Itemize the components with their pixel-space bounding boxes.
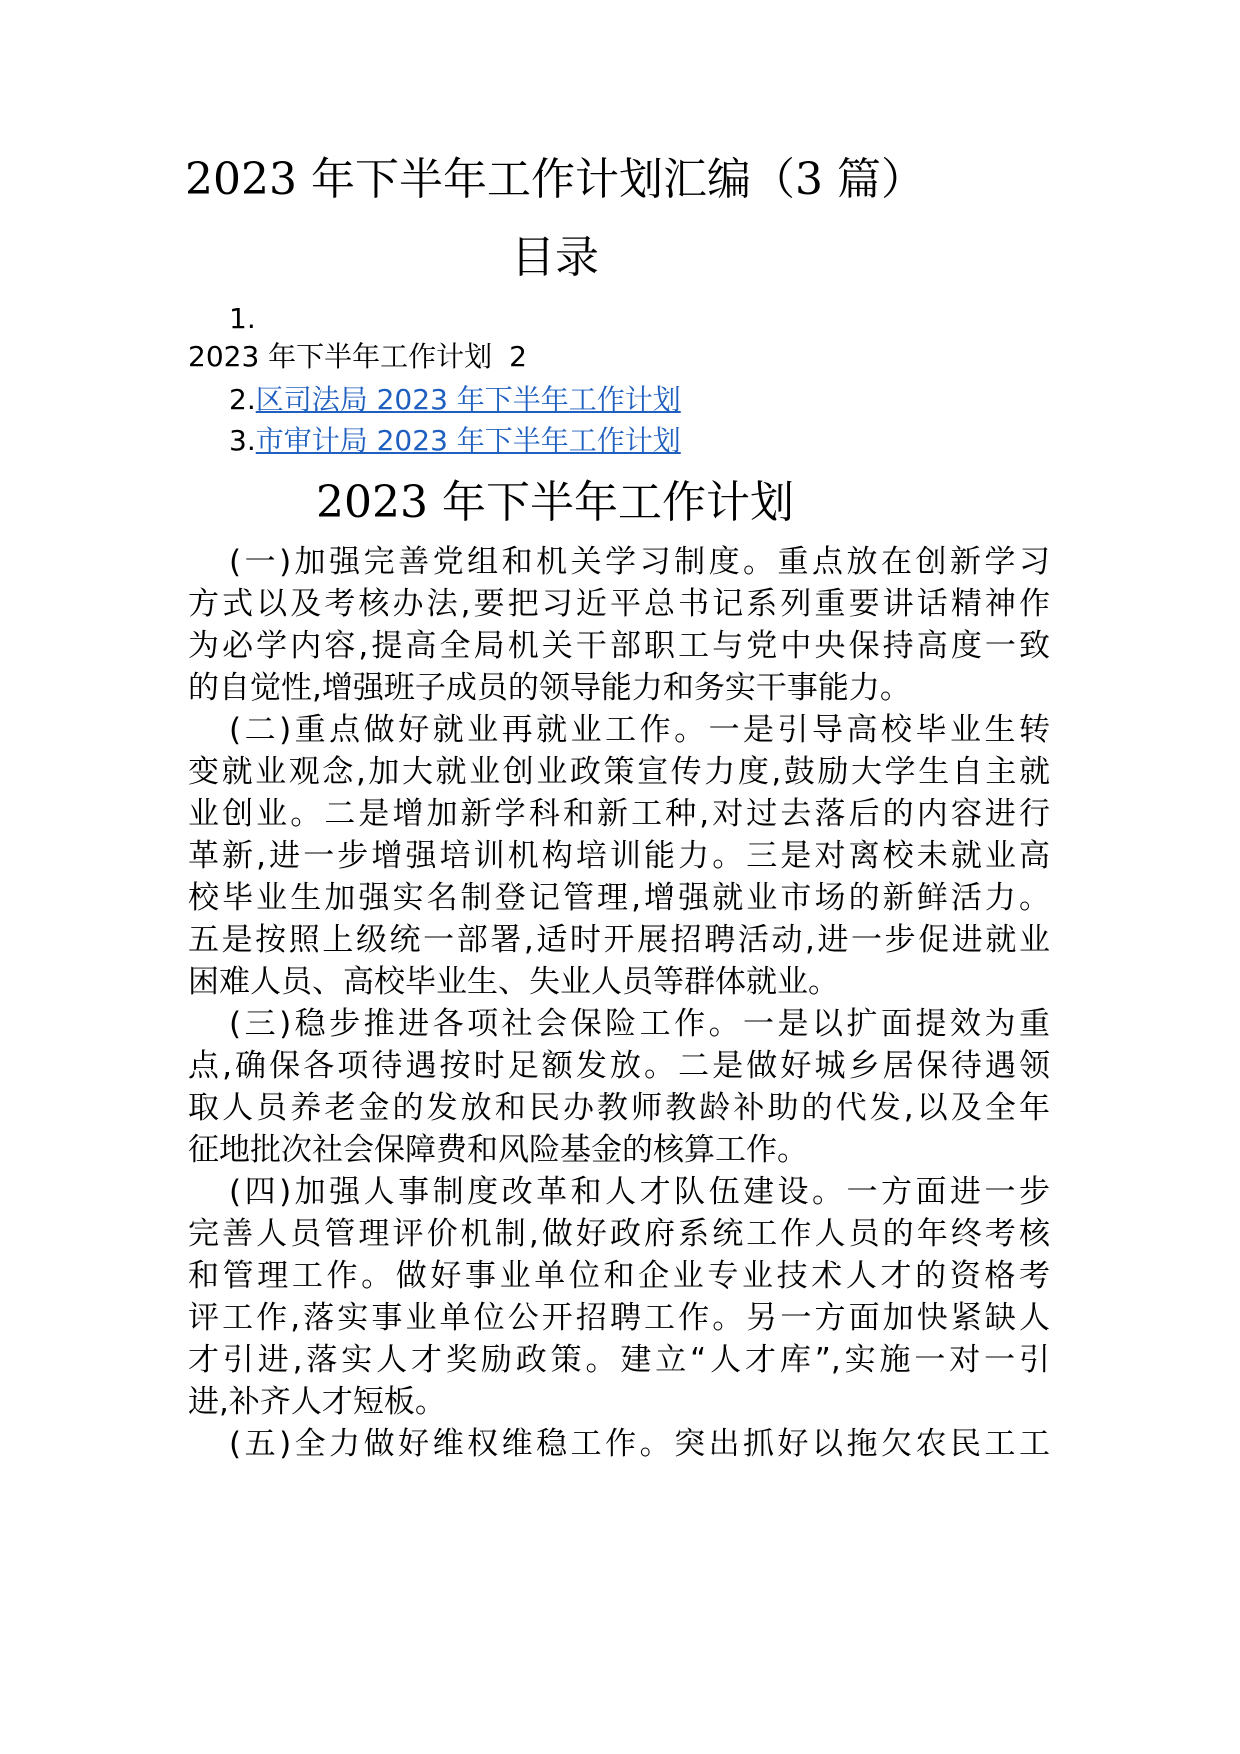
toc-item-2[interactable] bbox=[229, 382, 681, 418]
toc-item-2-number: 2. bbox=[229, 383, 256, 416]
paragraph-line: 方式以及考核办法,要把习近平总书记系列重要讲话精神作 bbox=[188, 586, 1050, 622]
paragraph-line: 点,确保各项待遇按时足额发放。二是做好城乡居保待遇领 bbox=[188, 1048, 1050, 1084]
paragraph-line: 征地批次社会保障费和风险基金的核算工作。 bbox=[188, 1132, 808, 1168]
toc-item-2-link[interactable]: 区司法局 2023 年下半年工作计划 bbox=[255, 383, 681, 416]
toc-item-3[interactable] bbox=[229, 423, 681, 459]
paragraph-line: 完善人员管理评价机制,做好政府系统工作人员的年终考核 bbox=[188, 1216, 1050, 1252]
section-heading: 2023 年下半年工作计划 bbox=[316, 477, 794, 528]
paragraph-line: (一)加强完善党组和机关学习制度。重点放在创新学习 bbox=[229, 544, 1050, 580]
paragraph-line: 五是按照上级统一部署,适时开展招聘活动,进一步促进就业 bbox=[188, 922, 1050, 958]
toc-item-1-page: 2 bbox=[509, 340, 527, 373]
paragraph-line: (三)稳步推进各项社会保险工作。一是以扩面提效为重 bbox=[229, 1006, 1050, 1042]
paragraph-line: 革新,进一步增强培训机构培训能力。三是对离校未就业高 bbox=[188, 838, 1050, 874]
paragraph-line: (二)重点做好就业再就业工作。一是引导高校毕业生转 bbox=[229, 712, 1050, 748]
paragraph-line: 才引进,落实人才奖励政策。建立“人才库”,实施一对一引 bbox=[188, 1342, 1050, 1378]
paragraph-line: 评工作,落实事业单位公开招聘工作。另一方面加快紧缺人 bbox=[188, 1300, 1050, 1336]
toc-item-3-link[interactable]: 市审计局 2023 年下半年工作计划 bbox=[255, 424, 681, 457]
toc-item-3-number: 3. bbox=[229, 424, 256, 457]
toc-item-1-title[interactable]: 2023 年下半年工作计划 bbox=[188, 340, 493, 373]
paragraph-line: (五)全力做好维权维稳工作。突出抓好以拖欠农民工工 bbox=[229, 1426, 1050, 1462]
toc-item-1-number: 1. bbox=[229, 302, 256, 335]
paragraph-line: 的自觉性,增强班子成员的领导能力和务实干事能力。 bbox=[188, 670, 911, 706]
paragraph-line: 业创业。二是增加新学科和新工种,对过去落后的内容进行 bbox=[188, 796, 1050, 832]
toc-item-1[interactable] bbox=[188, 339, 527, 375]
paragraph-line: 为必学内容,提高全局机关干部职工与党中央保持高度一致 bbox=[188, 628, 1050, 664]
toc-heading: 目录 bbox=[511, 232, 599, 283]
paragraph-line: 取人员养老金的发放和民办教师教龄补助的代发,以及全年 bbox=[188, 1090, 1050, 1126]
paragraph-line: 和管理工作。做好事业单位和企业专业技术人才的资格考 bbox=[188, 1258, 1050, 1294]
paragraph-line: 校毕业生加强实名制登记管理,增强就业市场的新鲜活力。 bbox=[188, 880, 1050, 916]
paragraph-line: (四)加强人事制度改革和人才队伍建设。一方面进一步 bbox=[229, 1174, 1050, 1210]
paragraph-line: 进,补齐人才短板。 bbox=[188, 1384, 446, 1420]
document-title: 2023 年下半年工作计划汇编（3 篇） bbox=[185, 154, 925, 205]
paragraph-line: 困难人员、高校毕业生、失业人员等群体就业。 bbox=[188, 964, 839, 1000]
paragraph-line: 变就业观念,加大就业创业政策宣传力度,鼓励大学生自主就 bbox=[188, 754, 1050, 790]
